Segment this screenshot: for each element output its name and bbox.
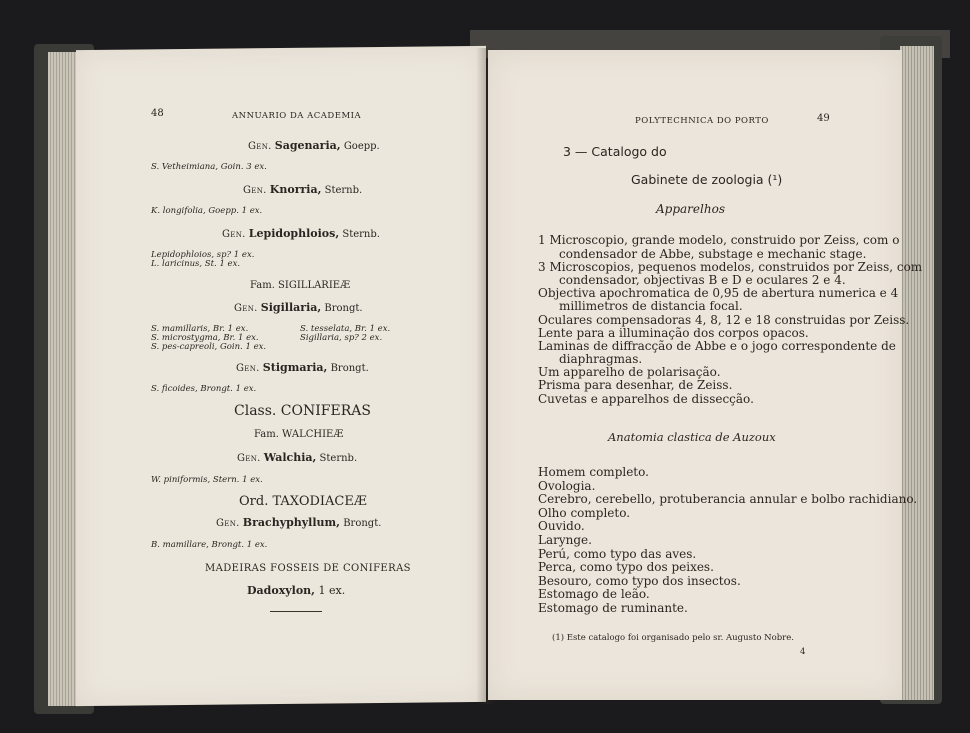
anatomia-line: Besouro, como typo dos insectos.: [538, 574, 741, 588]
cabinet-heading: Gabinete de zoologia (¹): [631, 172, 783, 187]
catalog-heading: 3 — Catalogo do: [563, 144, 667, 159]
species-line: S. microstygma, Br. 1 ex.: [151, 333, 259, 343]
species-line: S. tesselata, Br. 1 ex.: [300, 324, 391, 334]
species-line: K. longifolia, Goepp. 1 ex.: [151, 206, 263, 216]
apparelhos-line: Prisma para desenhar, de Zeiss.: [538, 378, 733, 392]
genus-line: Gen. Sagenaria, Goepp.: [248, 139, 380, 152]
anatomia-line: Olho completo.: [538, 506, 631, 520]
genus-line: Gen. Lepidophloios, Sternb.: [222, 227, 380, 240]
final-entry: Dadoxylon, 1 ex.: [247, 584, 346, 597]
genus-line: Gen. Knorria, Sternb.: [243, 183, 363, 196]
species-line: L. laricinus, St. 1 ex.: [151, 259, 241, 269]
anatomia-line: Perú, como typo das aves.: [538, 547, 697, 561]
apparelhos-line: Oculares compensadoras 4, 8, 12 e 18 construidas por Zeiss.: [538, 313, 910, 327]
left-page-number: 48: [151, 108, 164, 119]
apparelhos-line: Lente para a illuminação dos corpos opacos.: [538, 326, 809, 340]
section-heading: MADEIRAS FOSSEIS DE CONIFERAS: [205, 563, 411, 574]
apparelhos-line: Laminas de diffracção de Abbe e o jogo correspondente de: [538, 339, 896, 353]
species-line: W. piniformis, Stern. 1 ex.: [151, 475, 263, 485]
family-heading: Fam. SIGILLARIEÆ: [250, 280, 351, 291]
genus-line: Gen. Brachyphyllum, Brongt.: [216, 516, 382, 529]
end-rule: [270, 611, 322, 612]
anatomia-line: Homem completo.: [538, 465, 649, 479]
apparelhos-line: condensador, objectivas B e D e oculares 2 e 4.: [559, 273, 846, 287]
left-running-head: ANNUARIO DA ACADEMIA: [232, 111, 362, 121]
order-heading: Ord. TAXODIACEÆ: [239, 494, 367, 509]
signature-mark: 4: [800, 647, 806, 657]
apparelhos-line: millimetros de distancia focal.: [559, 299, 743, 313]
apparelhos-line: diaphragmas.: [559, 352, 643, 366]
apparelhos-line: 3 Microscopios, pequenos modelos, construidos por Zeiss, com: [538, 260, 923, 274]
anatomia-line: Ovologia.: [538, 479, 596, 493]
species-line: S. pes-capreoli, Goin. 1 ex.: [151, 342, 267, 352]
right-page-number: 49: [817, 113, 830, 124]
genus-line: Gen. Walchia, Sternb.: [237, 451, 358, 464]
apparelhos-line: Um apparelho de polarisação.: [538, 365, 721, 379]
species-line: S. ficoides, Brongt. 1 ex.: [151, 384, 257, 394]
footnote: (1) Este catalogo foi organisado pelo sr. Augusto Nobre.: [552, 633, 794, 643]
anatomia-line: Estomago de ruminante.: [538, 601, 688, 615]
right-running-head: POLYTECHNICA DO PORTO: [635, 116, 769, 126]
anatomia-line: Cerebro, cerebello, protuberancia annular e bolbo rachidiano.: [538, 492, 918, 506]
apparelhos-line: condensador de Abbe, substage e mechanic stage.: [559, 247, 867, 261]
apparelhos-line: 1 Microscopio, grande modelo, construido por Zeiss, com o: [538, 233, 900, 247]
species-line: Sigillaria, sp? 2 ex.: [300, 333, 383, 343]
species-line: S. mamillaris, Br. 1 ex.: [151, 324, 249, 334]
apparelhos-line: Cuvetas e apparelhos de dissecção.: [538, 392, 754, 406]
family-heading: Fam. WALCHIEÆ: [254, 429, 344, 440]
anatomia-line: Larynge.: [538, 533, 592, 547]
anatomia-line: Perca, como typo dos peixes.: [538, 560, 714, 574]
species-line: B. mamillare, Brongt. 1 ex.: [151, 540, 268, 550]
section-apparelhos-heading: Apparelhos: [656, 202, 725, 216]
anatomia-line: Ouvido.: [538, 519, 585, 533]
apparelhos-line: Objectiva apochromatica de 0,95 de abertura numerica e 4: [538, 286, 899, 300]
anatomia-line: Estomago de leão.: [538, 587, 650, 601]
right-page-edges: [900, 46, 934, 700]
genus-line: Gen. Sigillaria, Brongt.: [234, 301, 363, 314]
species-line: Lepidophloios, sp? 1 ex.: [151, 250, 255, 260]
species-line: S. Vetheimiana, Goin. 3 ex.: [151, 162, 267, 172]
genus-line: Gen. Stigmaria, Brongt.: [236, 361, 369, 374]
class-heading: Class. CONIFERAS: [234, 403, 371, 419]
section-anatomia-heading: Anatomia clastica de Auzoux: [608, 430, 776, 444]
